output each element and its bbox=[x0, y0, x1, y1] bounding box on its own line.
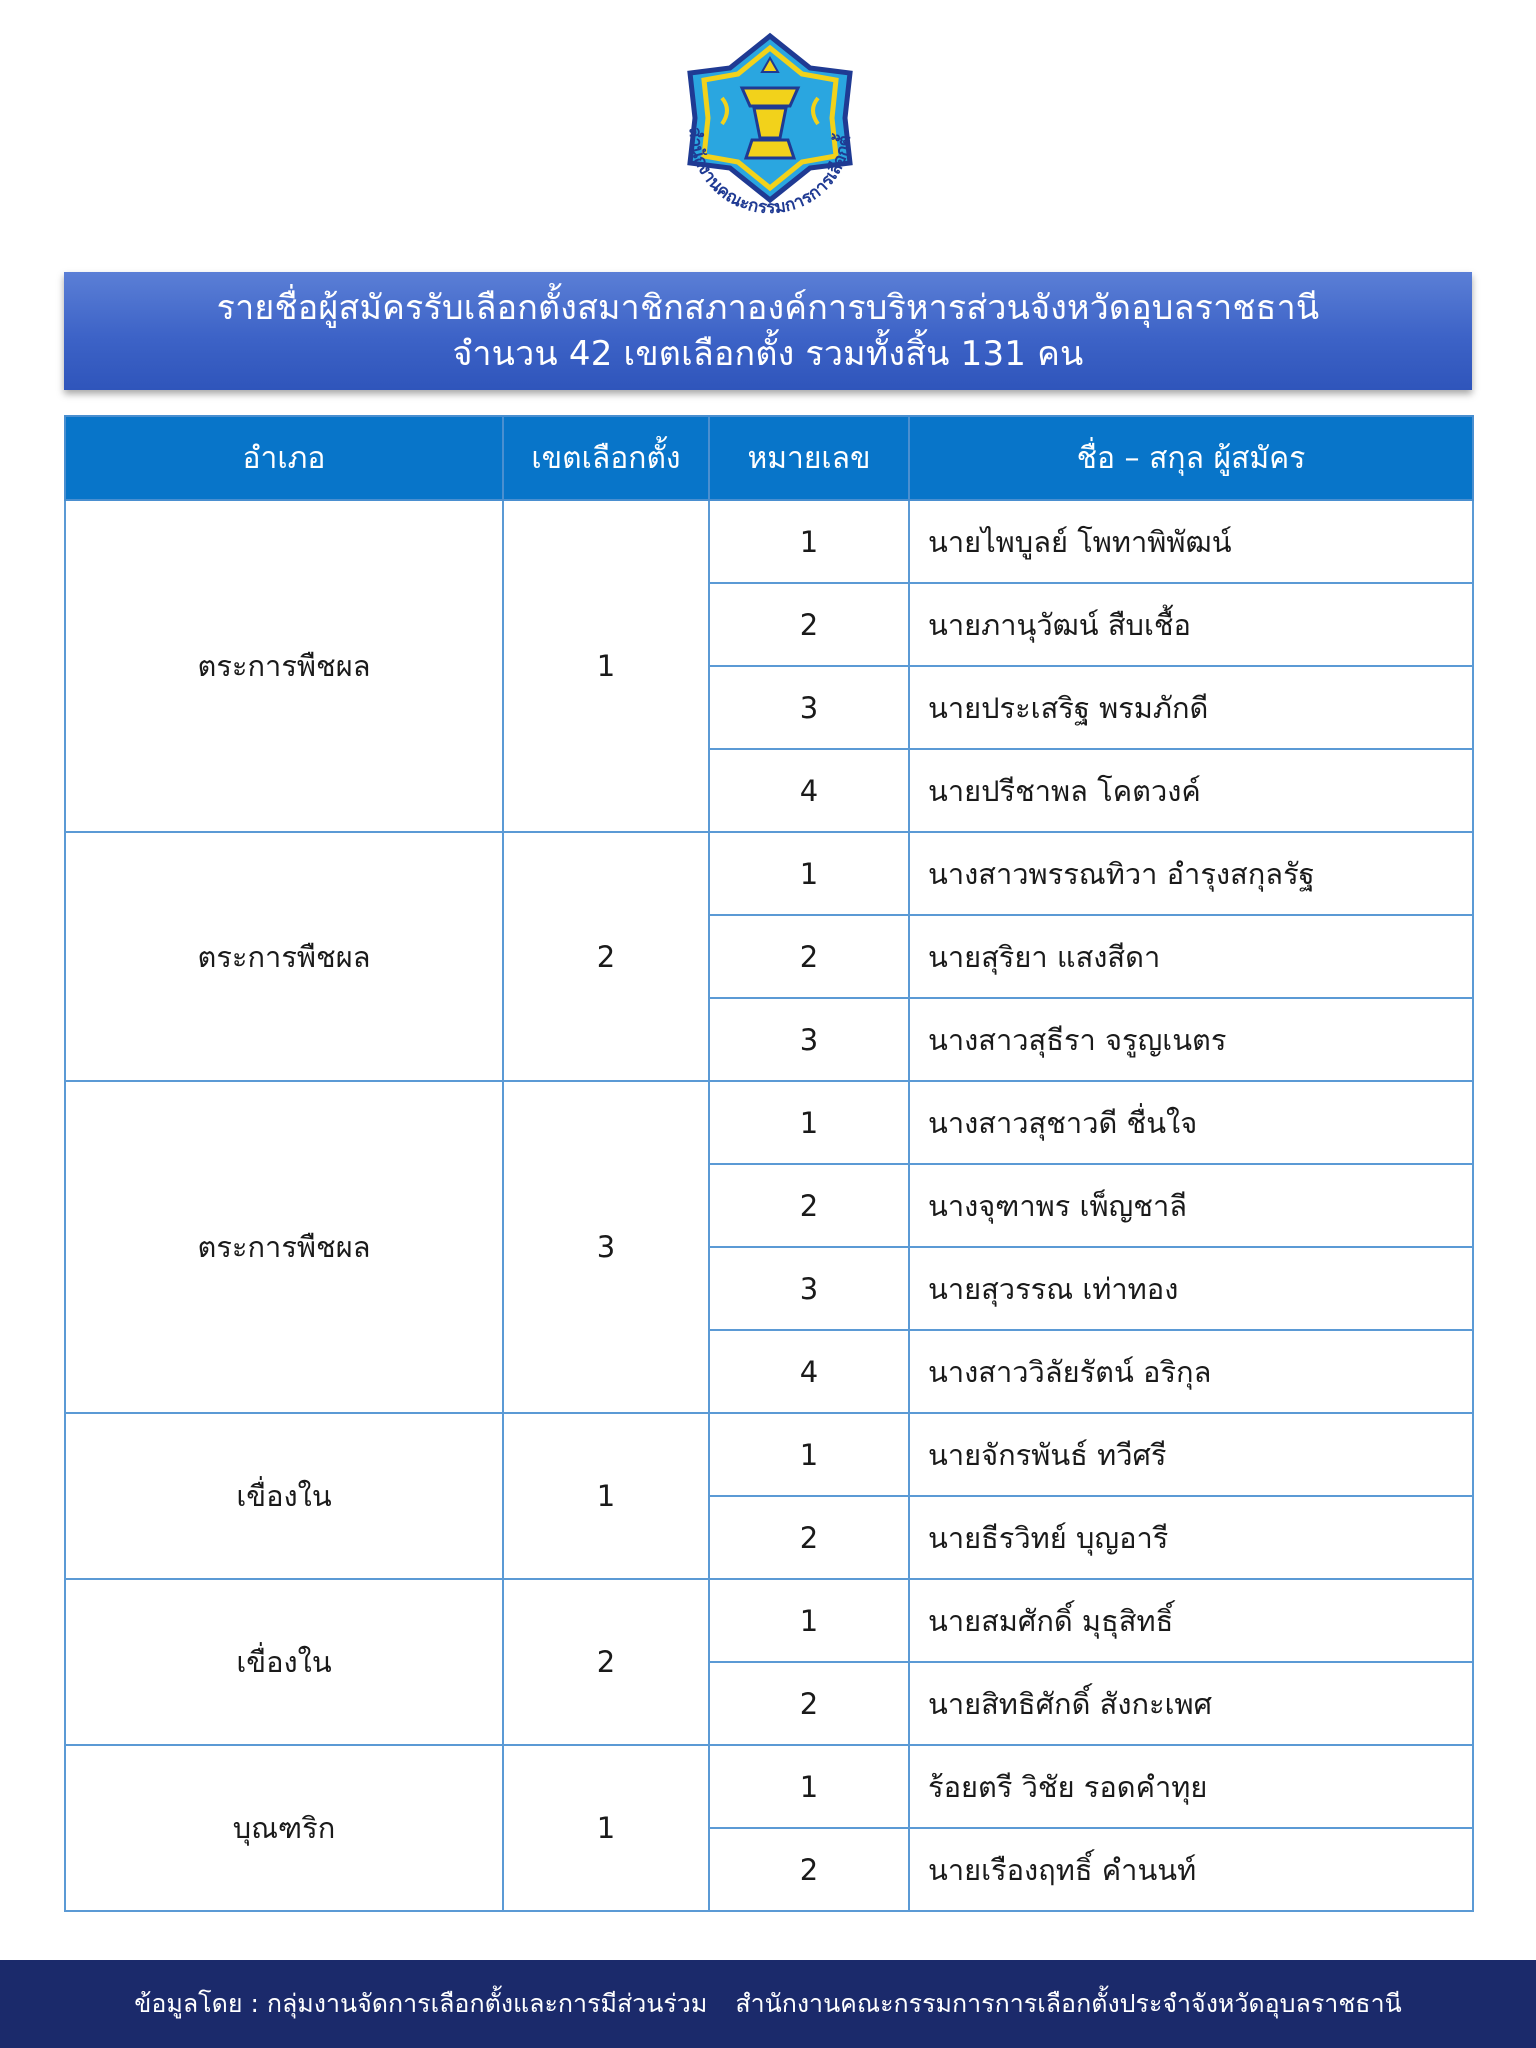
zone-cell: 3 bbox=[503, 1081, 709, 1413]
number-cell: 3 bbox=[709, 666, 909, 749]
page-title: รายชื่อผู้สมัครรับเลือกตั้งสมาชิกสภาองค์การบริหารส่วนจังหวัดอุบลราชธานี bbox=[216, 288, 1320, 328]
candidate-name-cell: นางจุฑาพร เพ็ญชาลี bbox=[909, 1164, 1473, 1247]
number-cell: 2 bbox=[709, 1662, 909, 1745]
table-header-row bbox=[65, 416, 1473, 500]
district-cell: บุณฑริก bbox=[65, 1745, 503, 1911]
number-cell: 1 bbox=[709, 1413, 909, 1496]
candidate-name-cell: ร้อยตรี วิชัย รอดคำทุย bbox=[909, 1745, 1473, 1828]
zone-cell: 2 bbox=[503, 1579, 709, 1745]
svg-text:สำนักงานคณะกรรมการการเลือกตั้ง: สำนักงานคณะกรรมการการเลือกตั้ bbox=[684, 126, 856, 219]
candidate-name-cell: นายประเสริฐ พรมภักดี bbox=[909, 666, 1473, 749]
district-cell: ตระการพืชผล bbox=[65, 500, 503, 832]
candidate-name-cell: นายสุริยา แสงสีดา bbox=[909, 915, 1473, 998]
header-district: อำเภอ bbox=[65, 416, 503, 500]
district-cell: เขื่องใน bbox=[65, 1413, 503, 1579]
candidate-name-cell: นายสมศักดิ์ มุธุสิทธิ์ bbox=[909, 1579, 1473, 1662]
district-cell: ตระการพืชผล bbox=[65, 1081, 503, 1413]
zone-cell: 1 bbox=[503, 500, 709, 832]
footer-bar bbox=[0, 1960, 1536, 2048]
table-row bbox=[65, 1081, 1473, 1164]
footer-office: สำนักงานคณะกรรมการการเลือกตั้งประจำจังหวัดอุบลราชธานี bbox=[735, 1989, 1402, 2018]
number-cell: 1 bbox=[709, 500, 909, 583]
header-number: หมายเลข bbox=[709, 416, 909, 500]
candidate-name-cell: นายไพบูลย์ โพทาพิพัฒน์ bbox=[909, 500, 1473, 583]
candidate-name-cell: นางสาวสุธีรา จรูญเนตร bbox=[909, 998, 1473, 1081]
election-commission-logo bbox=[660, 28, 880, 228]
number-cell: 2 bbox=[709, 1164, 909, 1247]
number-cell: 4 bbox=[709, 749, 909, 832]
number-cell: 2 bbox=[709, 915, 909, 998]
title-banner bbox=[64, 272, 1472, 390]
table-row bbox=[65, 832, 1473, 915]
candidate-name-cell: นายภานุวัฒน์ สืบเชื้อ bbox=[909, 583, 1473, 666]
page-subtitle: จำนวน 42 เขตเลือกตั้ง รวมทั้งสิ้น 131 คน bbox=[452, 334, 1084, 374]
number-cell: 1 bbox=[709, 1081, 909, 1164]
district-cell: เขื่องใน bbox=[65, 1579, 503, 1745]
number-cell: 3 bbox=[709, 1247, 909, 1330]
table-row bbox=[65, 1579, 1473, 1662]
number-cell: 3 bbox=[709, 998, 909, 1081]
number-cell: 4 bbox=[709, 1330, 909, 1413]
number-cell: 2 bbox=[709, 583, 909, 666]
header-candidate-name: ชื่อ – สกุล ผู้สมัคร bbox=[909, 416, 1473, 500]
candidate-name-cell: นายปรีชาพล โคตวงค์ bbox=[909, 749, 1473, 832]
zone-cell: 2 bbox=[503, 832, 709, 1081]
candidate-name-cell: นายสิทธิศักดิ์ สังกะเพศ bbox=[909, 1662, 1473, 1745]
number-cell: 2 bbox=[709, 1828, 909, 1911]
header-zone: เขตเลือกตั้ง bbox=[503, 416, 709, 500]
zone-cell: 1 bbox=[503, 1745, 709, 1911]
footer-source: ข้อมูลโดย : กลุ่มงานจัดการเลือกตั้งและการมีส่วนร่วม bbox=[134, 1989, 708, 2018]
candidate-table bbox=[64, 415, 1474, 1912]
candidate-name-cell: นางสาววิลัยรัตน์ อริกุล bbox=[909, 1330, 1473, 1413]
candidate-name-cell: นายจักรพันธ์ ทวีศรี bbox=[909, 1413, 1473, 1496]
table-row bbox=[65, 500, 1473, 583]
candidate-name-cell: นายเรืองฤทธิ์ คำนนท์ bbox=[909, 1828, 1473, 1911]
number-cell: 1 bbox=[709, 1579, 909, 1662]
number-cell: 2 bbox=[709, 1496, 909, 1579]
candidate-name-cell: นางสาวสุชาวดี ชื่นใจ bbox=[909, 1081, 1473, 1164]
zone-cell: 1 bbox=[503, 1413, 709, 1579]
number-cell: 1 bbox=[709, 1745, 909, 1828]
candidate-name-cell: นางสาวพรรณทิวา อำรุงสกุลรัฐ bbox=[909, 832, 1473, 915]
district-cell: ตระการพืชผล bbox=[65, 832, 503, 1081]
candidate-name-cell: นายธีรวิทย์ บุญอารี bbox=[909, 1496, 1473, 1579]
candidate-name-cell: นายสุวรรณ เท่าทอง bbox=[909, 1247, 1473, 1330]
table-row bbox=[65, 1745, 1473, 1828]
number-cell: 1 bbox=[709, 832, 909, 915]
table-row bbox=[65, 1413, 1473, 1496]
